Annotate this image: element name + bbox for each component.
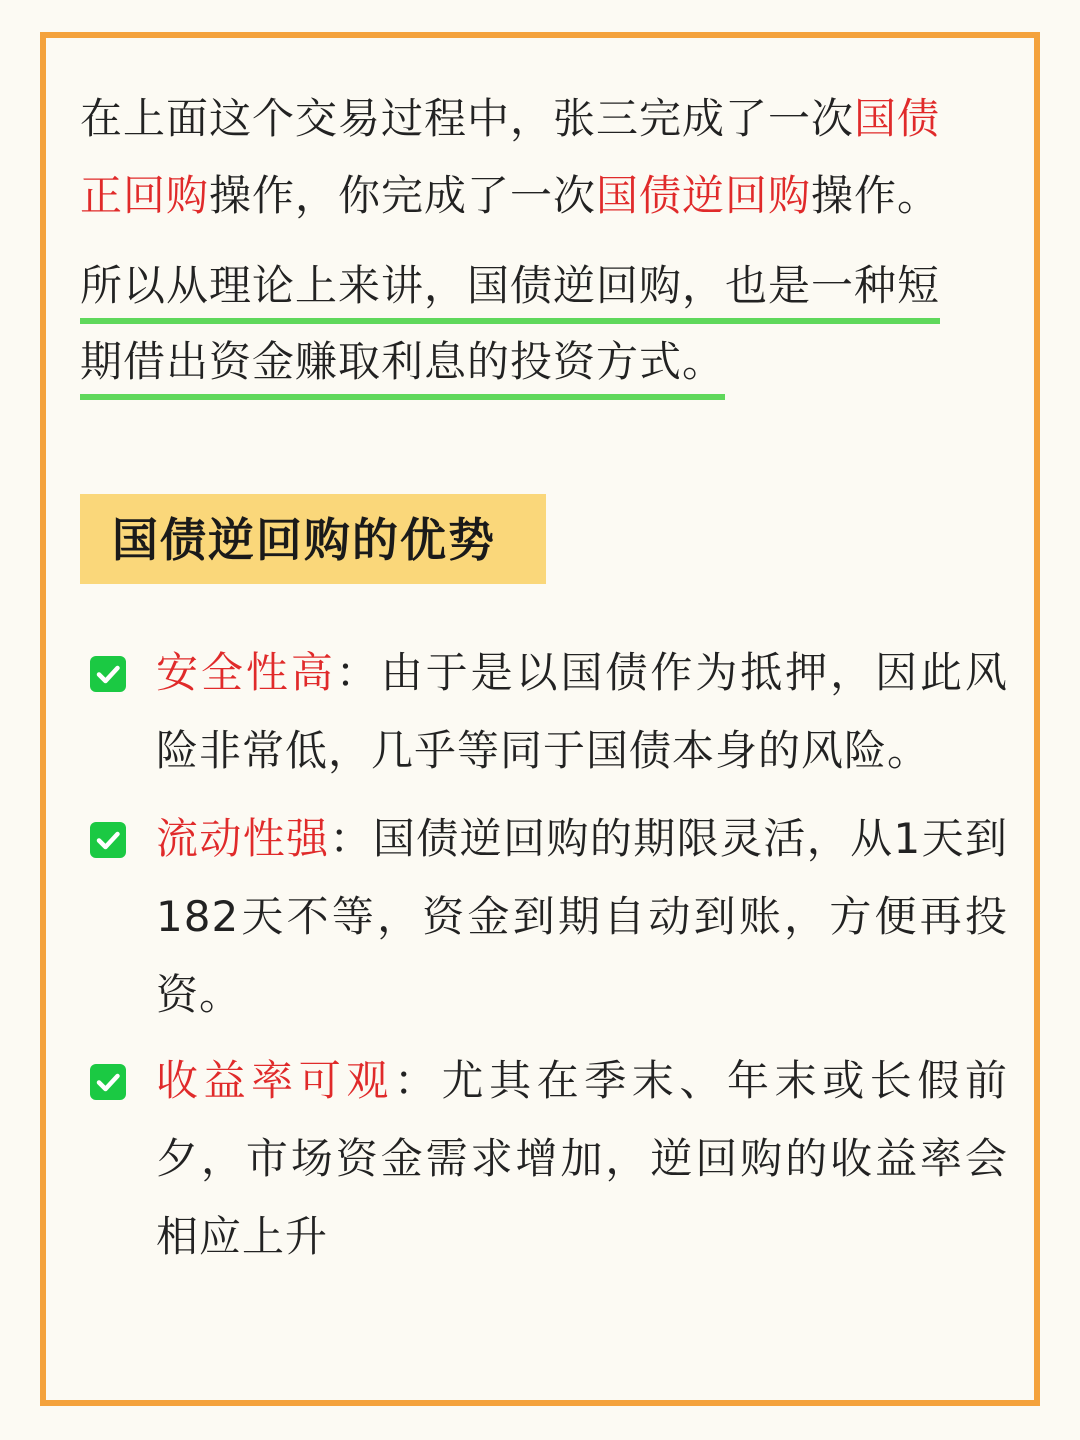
intro-highlight-positive-repo: 国债正回购 — [80, 94, 941, 220]
advantage-label: 收益率可观 — [156, 1056, 394, 1105]
advantage-description: 国债逆回购的期限灵活，从1天到182天不等，资金到期自动到账，方便再投资。 — [156, 814, 1008, 1019]
advantage-label: 安全性高 — [156, 648, 336, 697]
intro-highlight-reverse-repo: 国债逆回购 — [596, 171, 812, 220]
advantage-separator: ： — [393, 1056, 442, 1105]
advantage-separator: ： — [335, 648, 381, 697]
advantage-text — [156, 800, 1008, 1034]
intro-text-2: 操作，你完成了一次 — [209, 171, 597, 220]
check-box-icon — [90, 822, 126, 858]
intro-text-1: 在上面这个交易过程中，张三完成了一次 — [80, 94, 855, 143]
underlined-line-2: 期借出资金赚取利息的投资方式。 — [80, 332, 725, 400]
check-box-icon — [90, 1064, 126, 1100]
check-box-icon — [90, 656, 126, 692]
intro-paragraph — [80, 80, 980, 234]
underlined-line-1: 所以从理论上来讲，国债逆回购，也是一种短 — [80, 256, 940, 324]
advantage-text — [156, 1042, 1008, 1276]
advantage-separator: ： — [329, 814, 373, 863]
advantage-label: 流动性强 — [156, 814, 330, 863]
advantage-description: 尤其在季末、年末或长假前夕，市场资金需求增加，逆回购的收益率会相应上升 — [156, 1056, 1008, 1261]
advantage-description: 由于是以国债作为抵押，因此风险非常低，几乎等同于国债本身的风险。 — [156, 648, 1008, 775]
intro-text-3: 操作。 — [811, 171, 941, 220]
advantage-text — [156, 634, 1008, 790]
section-heading: 国债逆回购的优势 — [112, 513, 496, 567]
